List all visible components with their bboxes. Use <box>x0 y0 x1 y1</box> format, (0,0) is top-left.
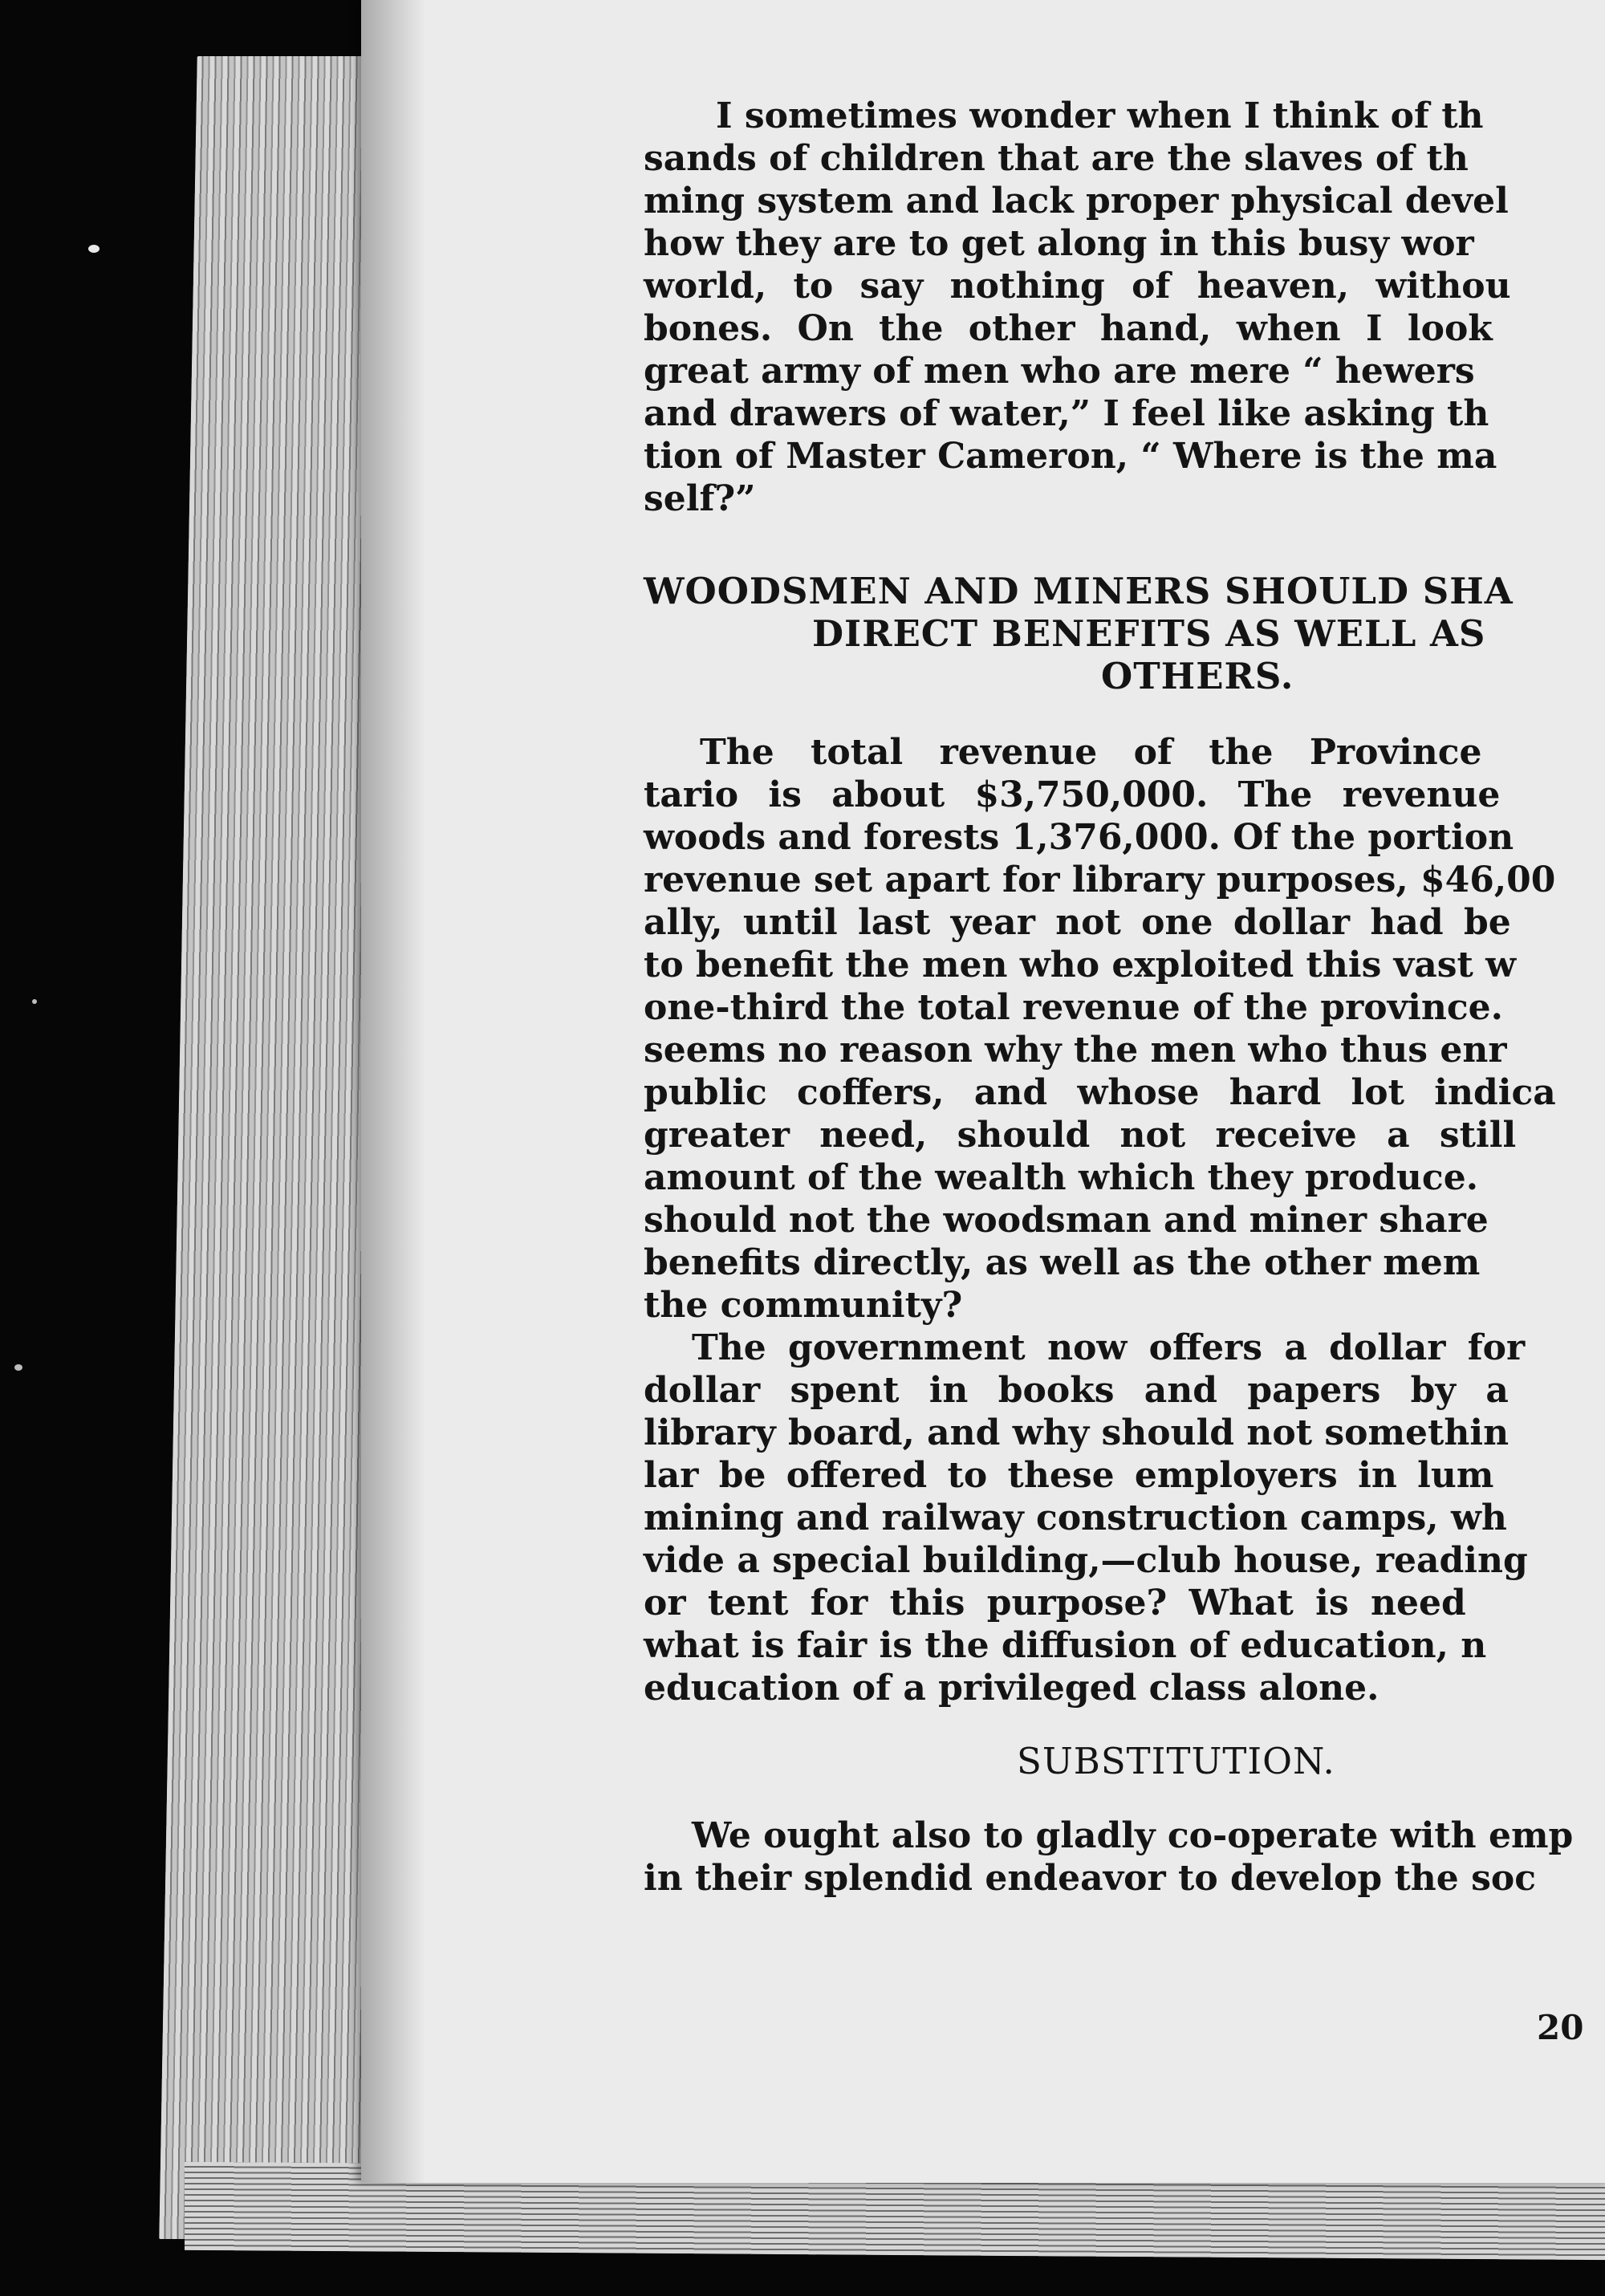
dust-speck <box>88 245 100 253</box>
text-line: and drawers of water,” I feel like asking th <box>644 393 1489 434</box>
page-number: 20 <box>1537 2008 1584 2047</box>
text-line: benefits directly, as well as the other mem <box>644 1242 1481 1283</box>
text-line: how they are to get along in this busy wor <box>644 223 1474 264</box>
spacer <box>644 697 1605 731</box>
text-line: greater need, should not receive a still <box>644 1115 1517 1156</box>
section-heading: SUBSTITUTION. <box>1017 1740 1335 1782</box>
text-line: one-third the total revenue of the province. <box>644 987 1503 1028</box>
section-heading: DIRECT BENEFITS AS WELL AS <box>812 612 1486 655</box>
text-line: mining and railway construction camps, wh <box>644 1497 1507 1538</box>
text-line: library board, and why should not somethin <box>644 1412 1510 1453</box>
text-line: sands of children that are the slaves of th <box>644 138 1469 179</box>
text-line: ming system and lack proper physical devel <box>644 181 1509 221</box>
text-line: The total revenue of the Province <box>700 732 1482 773</box>
text-line: The government now offers a dollar for <box>692 1327 1526 1368</box>
text-line: what is fair is the diffusion of education, n <box>644 1625 1487 1666</box>
spacer <box>644 1782 1605 1814</box>
text-line: ally, until last year not one dollar had be <box>644 902 1511 943</box>
text-line: education of a privileged class alone. <box>644 1668 1379 1709</box>
text-line: amount of the wealth which they produce. <box>644 1157 1479 1198</box>
text-line: vide a special building,—club house, reading <box>644 1540 1528 1581</box>
text-line: self?” <box>644 478 756 519</box>
text-line: I sometimes wonder when I think of th <box>716 95 1484 136</box>
text-line: bones. On the other hand, when I look <box>644 308 1493 349</box>
text-line: or tent for this purpose? What is need <box>644 1583 1466 1623</box>
text-line: the community? <box>644 1285 963 1326</box>
text-line: tion of Master Cameron, “ Where is the ma <box>644 436 1497 477</box>
dust-speck <box>32 999 37 1004</box>
text-line: to benefit the men who exploited this vast w <box>644 945 1517 985</box>
text-line: in their splendid endeavor to develop the soc <box>644 1858 1537 1899</box>
text-line: world, to say nothing of heaven, withou <box>644 266 1511 307</box>
text-line: lar be offered to these employers in lum <box>644 1455 1494 1496</box>
text-line: tario is about $3,750,000. The revenue <box>644 774 1501 815</box>
section-heading: OTHERS. <box>1101 655 1294 697</box>
section-heading: WOODSMEN AND MINERS SHOULD SHA <box>644 570 1514 612</box>
text-line: revenue set apart for library purposes, $46,00 <box>644 859 1556 900</box>
gutter-shadow <box>361 0 425 2183</box>
text-line: dollar spent in books and papers by a <box>644 1370 1509 1411</box>
spacer <box>644 520 1605 570</box>
book-page <box>361 0 1605 2183</box>
text-line: We ought also to gladly co-operate with emp <box>692 1815 1574 1856</box>
text-line: seems no reason why the men who thus enr <box>644 1030 1507 1071</box>
text-line: great army of men who are mere “ hewers <box>644 351 1475 392</box>
page-text <box>644 95 1605 1900</box>
dust-speck <box>14 1364 22 1371</box>
text-line: woods and forests 1,376,000. Of the portion <box>644 817 1514 858</box>
text-line: public coffers, and whose hard lot indica <box>644 1072 1556 1113</box>
text-line: should not the woodsman and miner share <box>644 1200 1489 1241</box>
spacer <box>644 1709 1605 1740</box>
